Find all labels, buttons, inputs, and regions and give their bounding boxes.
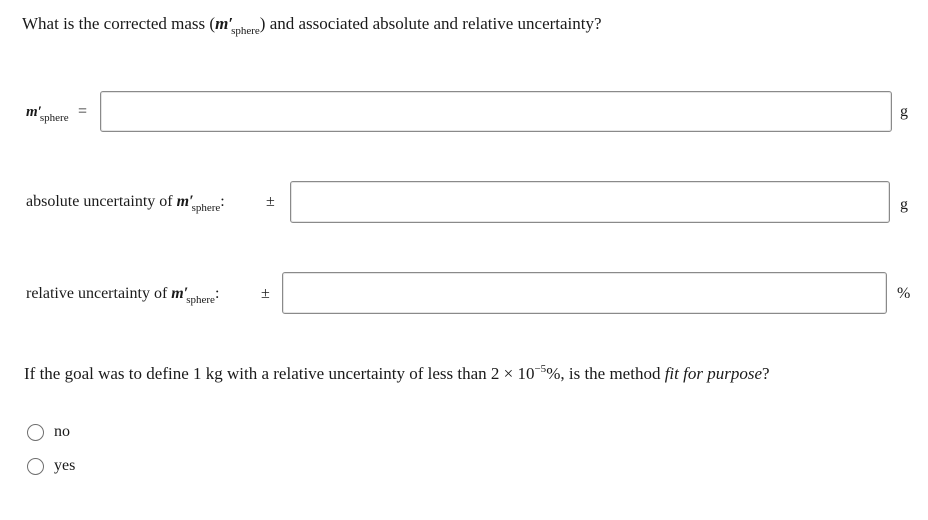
option-yes[interactable] <box>27 457 75 475</box>
mass-subscript: sphere <box>231 25 260 37</box>
question-suffix: ) and associated absolute and relative uncertainty? <box>259 14 602 33</box>
mass-symbol: m′ <box>215 14 234 33</box>
option-no[interactable] <box>27 423 70 441</box>
absolute-uncertainty-input[interactable] <box>290 181 890 223</box>
fit-text-middle: %, is the method <box>546 364 665 383</box>
option-no-label: no <box>54 423 70 440</box>
absolute-uncertainty-label <box>26 193 225 214</box>
fit-for-purpose-question <box>24 363 770 384</box>
relative-label-subscript: sphere <box>186 294 215 306</box>
option-yes-label: yes <box>54 457 76 474</box>
mass-label-subscript: sphere <box>39 112 69 124</box>
mass-label-symbol: m′ <box>26 104 42 120</box>
relative-uncertainty-label <box>26 285 219 306</box>
absolute-plus-minus: ± <box>266 193 275 210</box>
question-title <box>22 14 602 37</box>
relative-label-colon: : <box>214 285 220 302</box>
relative-label-text: relative uncertainty of <box>26 285 172 302</box>
relative-uncertainty-input[interactable] <box>282 272 887 314</box>
relative-plus-minus: ± <box>261 285 270 302</box>
fit-text-after: ? <box>762 364 770 383</box>
relative-unit: % <box>897 285 911 302</box>
absolute-label-colon: : <box>220 193 225 210</box>
absolute-label-symbol: m′ <box>176 193 194 210</box>
question-prefix: What is the corrected mass ( <box>22 14 216 33</box>
fit-exponent: −5 <box>534 363 547 375</box>
mass-label <box>26 104 69 124</box>
fit-emphasis: fit for purpose <box>664 364 762 383</box>
radio-yes[interactable] <box>27 458 44 475</box>
fit-text-before: If the goal was to define 1 kg with a relative uncertainty of less than 2 × 10 <box>24 364 535 383</box>
equals-sign: = <box>78 103 88 120</box>
relative-label-symbol: m′ <box>171 285 189 302</box>
absolute-unit: g <box>900 196 908 213</box>
corrected-mass-input[interactable] <box>100 91 892 132</box>
absolute-label-subscript: sphere <box>191 202 221 214</box>
absolute-label-text: absolute uncertainty of <box>26 193 177 210</box>
radio-no[interactable] <box>27 424 44 441</box>
mass-unit: g <box>900 103 908 120</box>
